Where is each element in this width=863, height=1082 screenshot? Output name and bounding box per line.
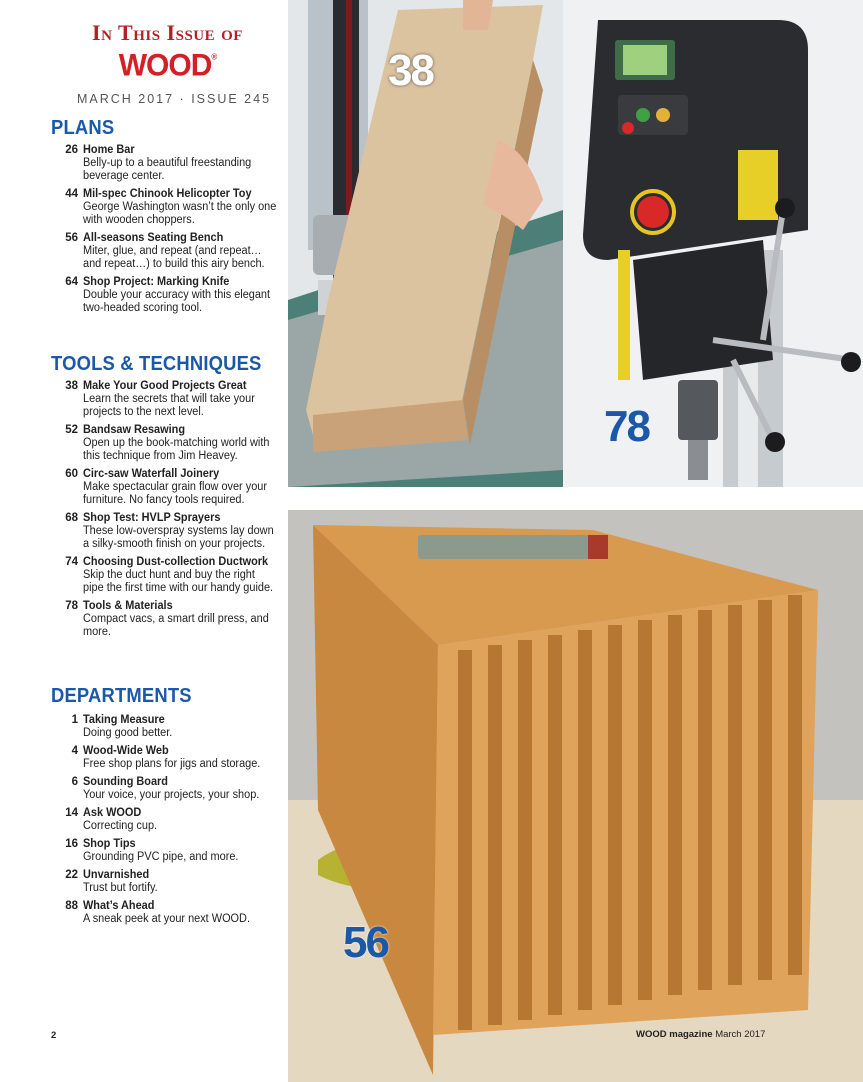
item-title: Sounding Board: [83, 776, 168, 788]
wood-logo: [60, 48, 275, 84]
footer-magazine: WOOD magazine: [636, 1029, 713, 1040]
item-description: Learn the secrets that will take your projects to the next level.: [83, 393, 255, 418]
registered-mark: ®: [211, 52, 217, 62]
item-title: Choosing Dust-collection Ductwork: [83, 556, 269, 568]
bench-illustration: [288, 510, 863, 1082]
list-item[interactable]: [50, 276, 288, 315]
footer-date: March 2017: [715, 1029, 766, 1040]
list-item[interactable]: [50, 556, 288, 595]
item-title: Shop Project: Marking Knife: [83, 276, 230, 288]
photo-label-bandsaw: 38: [388, 46, 433, 95]
list-item[interactable]: [50, 776, 288, 802]
page-number: 26: [65, 144, 78, 156]
item-title: Bandsaw Resawing: [83, 424, 186, 436]
item-title: Make Your Good Projects Great: [83, 380, 247, 392]
item-title: Tools & Materials: [83, 600, 173, 612]
list-item[interactable]: [50, 424, 288, 463]
page-number: 4: [71, 745, 78, 757]
list-item[interactable]: [50, 144, 288, 183]
item-title: All-seasons Seating Bench: [83, 232, 224, 244]
wood-logo-text: WOOD: [118, 48, 212, 83]
section-heading-tools-techniques: TOOLS & TECHNIQUES: [51, 353, 262, 375]
page-number: 68: [65, 512, 78, 524]
page-number: 6: [71, 776, 78, 788]
list-item[interactable]: [50, 232, 288, 271]
page-number: 52: [65, 424, 78, 436]
item-title: What’s Ahead: [83, 900, 155, 912]
item-description: Trust but fortify.: [83, 882, 158, 894]
tools-techniques-list: [50, 380, 288, 644]
item-description: Skip the duct hunt and buy the right pipe the first time with our handy guide.: [83, 569, 274, 594]
plans-list: [50, 144, 288, 320]
item-title: Wood-Wide Web: [83, 745, 169, 757]
item-description: Your voice, your projects, your shop.: [83, 789, 260, 801]
item-description: Double your accuracy with this elegant two-headed scoring tool.: [83, 289, 271, 314]
list-item[interactable]: [50, 714, 288, 740]
page-number: 1: [71, 714, 78, 726]
list-item[interactable]: [50, 512, 288, 551]
photo-label-bench: 56: [343, 918, 388, 967]
list-item[interactable]: [50, 807, 288, 833]
issue-line: MARCH 2017 · ISSUE 245: [76, 92, 272, 106]
section-heading-plans: PLANS: [51, 117, 115, 139]
item-title: Home Bar: [83, 144, 135, 156]
item-title: Shop Test: HVLP Sprayers: [83, 512, 221, 524]
page-number: 78: [65, 600, 78, 612]
section-heading-departments: DEPARTMENTS: [51, 685, 192, 707]
item-description: Make spectacular grain flow over your furniture. No fancy tools required.: [83, 481, 267, 506]
page-number: 38: [65, 380, 78, 392]
item-description: Free shop plans for jigs and storage.: [83, 758, 261, 770]
bench-photo: [288, 510, 863, 1082]
item-description: Correcting cup.: [83, 820, 158, 832]
item-description: Miter, glue, and repeat (and repeat… and repeat…) to build this airy bench.: [83, 245, 265, 270]
list-item[interactable]: [50, 600, 288, 639]
item-description: Doing good better.: [83, 727, 173, 739]
item-description: Compact vacs, a smart drill press, and more.: [83, 613, 269, 638]
item-description: George Washington wasn’t the only one with wooden choppers.: [83, 201, 277, 226]
page-number: 22: [65, 869, 78, 881]
item-description: Open up the book-matching world with this technique from Jim Heavey.: [83, 437, 270, 462]
item-title: Unvarnished: [83, 869, 150, 881]
item-title: Shop Tips: [83, 838, 136, 850]
page-number: 64: [65, 276, 78, 288]
page-number: 16: [65, 838, 78, 850]
page-number: 44: [65, 188, 78, 200]
list-item[interactable]: [50, 468, 288, 507]
item-title: Taking Measure: [83, 714, 165, 726]
departments-list: [50, 714, 288, 931]
page-number: 88: [65, 900, 78, 912]
running-footer: [636, 1029, 765, 1040]
item-description: Belly-up to a beautiful freestanding beverage center.: [83, 157, 252, 182]
item-title: Mil-spec Chinook Helicopter Toy: [83, 188, 252, 200]
list-item[interactable]: [50, 745, 288, 771]
item-title: Circ-saw Waterfall Joinery: [83, 468, 220, 480]
item-description: A sneak peek at your next WOOD.: [83, 913, 250, 925]
item-description: These low-overspray systems lay down a silky-smooth finish on your projects.: [83, 525, 274, 550]
list-item[interactable]: [50, 188, 288, 227]
masthead-title: In This Issue of: [92, 20, 243, 45]
page-folio: 2: [51, 1030, 57, 1041]
item-title: Ask WOOD: [83, 807, 142, 819]
page-number: 74: [65, 556, 78, 568]
list-item[interactable]: [50, 838, 288, 864]
page-number: 56: [65, 232, 78, 244]
page-number: 60: [65, 468, 78, 480]
item-description: Grounding PVC pipe, and more.: [83, 851, 239, 863]
list-item[interactable]: [50, 380, 288, 419]
page-number: 14: [65, 807, 78, 819]
photo-label-drill-press: 78: [604, 402, 649, 451]
list-item[interactable]: [50, 900, 288, 926]
list-item[interactable]: [50, 869, 288, 895]
